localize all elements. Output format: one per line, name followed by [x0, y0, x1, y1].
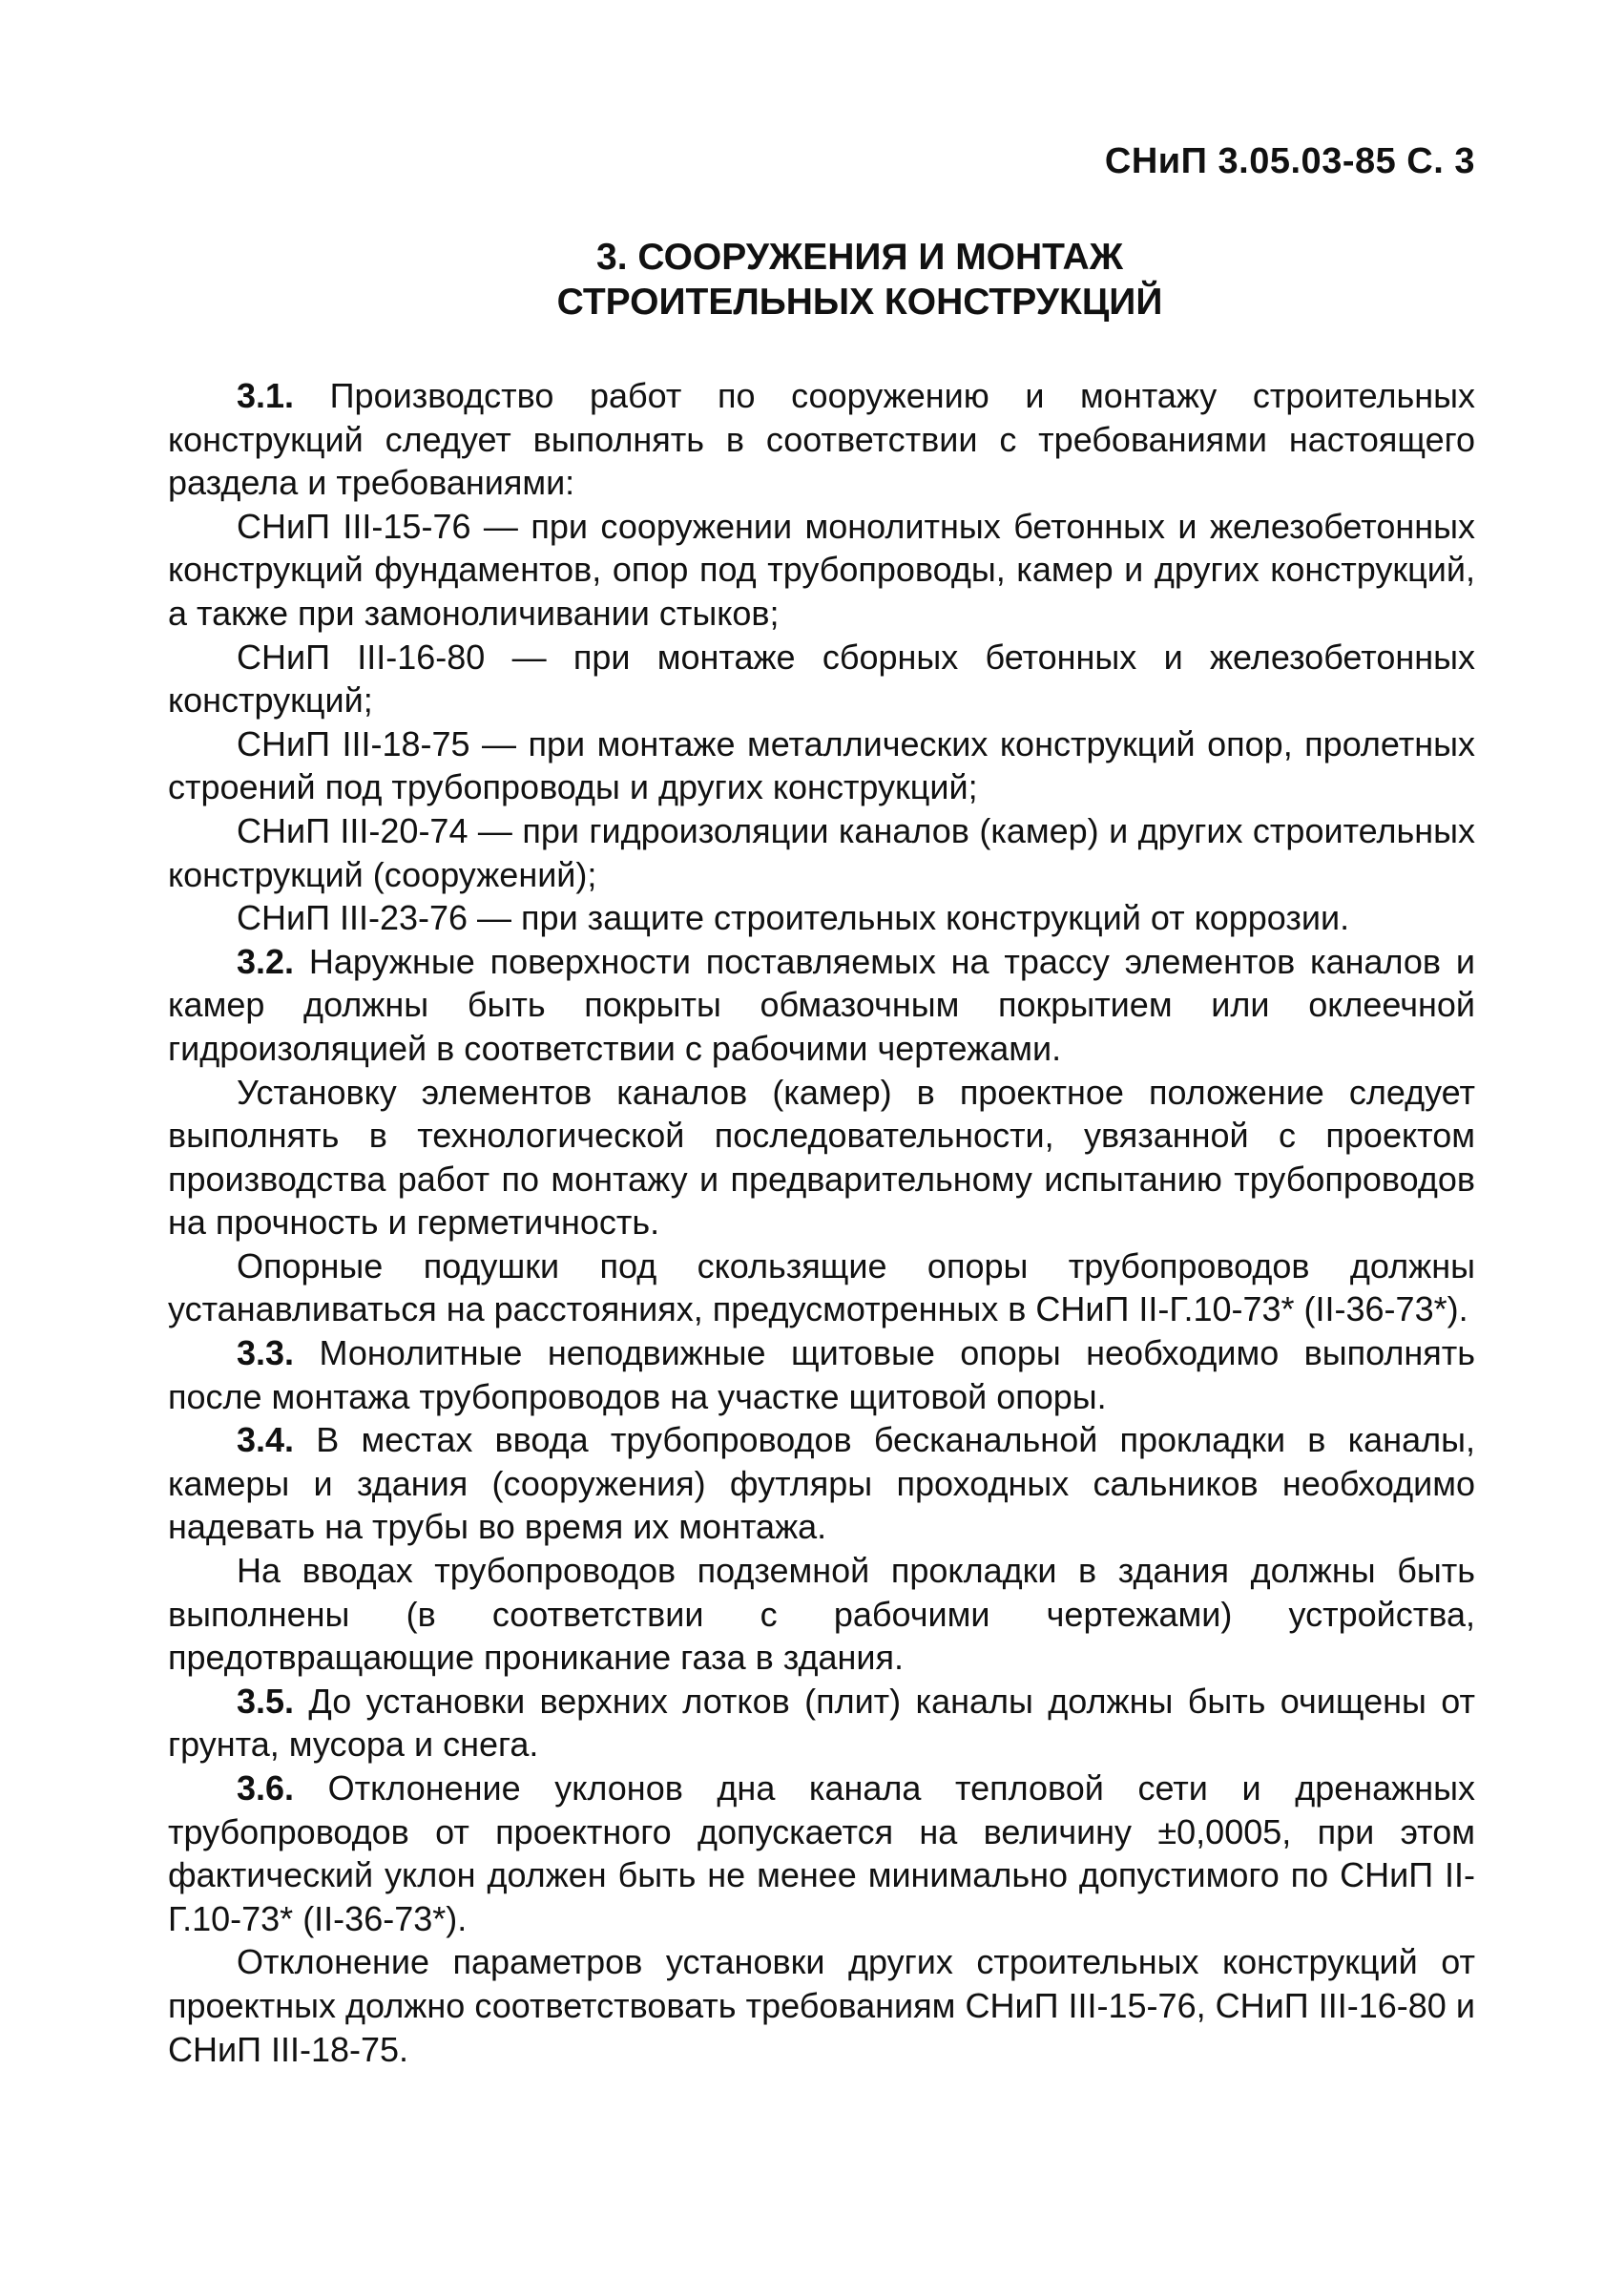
paragraph-3-1: [168, 374, 1475, 505]
paragraph-text: СНиП III-18-75 — при монтаже металлических конструкций опор, пролетных строений под трубопроводы и других конструкций;: [168, 723, 1475, 807]
paragraph-installation: [168, 1071, 1475, 1244]
paragraph-text: СНиП III-20-74 — при гидроизоляции каналов (камер) и других строительных конструкций (сооружений);: [168, 810, 1475, 894]
paragraph-text: Опорные подушки под скользящие опоры трубопроводов должны устанавливаться на расстояниях, предусмотренных в СНиП II-Г.10-73* (II-36-73*).: [168, 1245, 1475, 1329]
paragraph-inlets: [168, 1549, 1475, 1680]
clause-number: 3.4.: [237, 1420, 295, 1460]
section-title: [244, 235, 1475, 324]
paragraph-3-3: [168, 1331, 1475, 1418]
section-title-line-2: СТРОИТЕЛЬНЫХ КОНСТРУКЦИЙ: [556, 282, 1163, 323]
paragraph-3-4: [168, 1418, 1475, 1549]
paragraph-support-pads: [168, 1244, 1475, 1331]
paragraph-text: Отклонение параметров установки других строительных конструкций от проектных должно соответствовать требованиям СНиП III-15-76, СНиП III-16-80 и СНиП III-18-75.: [168, 1942, 1475, 2069]
paragraph-snip-15-76: [168, 505, 1475, 636]
paragraph-text: На вводах трубопроводов подземной прокладки в здания должны быть выполнены (в соответствии с рабочими чертежами) устройства, предотвращающие проникание газа в здания.: [168, 1551, 1475, 1678]
paragraph-text: Производство работ по сооружению и монтажу строительных конструкций следует выполнять в соответствии с требованиями настоящего раздела и требованиями:: [168, 376, 1475, 503]
paragraph-text: СНиП III-16-80 — при монтаже сборных бетонных и железобетонных конструкций;: [168, 637, 1475, 721]
clause-number: 3.3.: [237, 1333, 295, 1373]
paragraph-text: До установки верхних лотков (плит) каналы должны быть очищены от грунта, мусора и снега.: [168, 1681, 1475, 1765]
paragraph-snip-23-76: [168, 896, 1475, 940]
paragraph-text: СНиП III-15-76 — при сооружении монолитных бетонных и железобетонных конструкций фундаментов, опор под трубопроводы, камер и других конструкций, а также при замоноличивании стыков;: [168, 506, 1475, 633]
paragraph-3-6: [168, 1767, 1475, 1940]
paragraph-text: Наружные поверхности поставляемых на трассу элементов каналов и камер должны быть покрыты обмазочным покрытием или оклеечной гидроизоляцией в соответствии с рабочими чертежами.: [168, 941, 1475, 1068]
paragraph-text: Установку элементов каналов (камер) в проектное положение следует выполнять в технологической последовательности, увязанной с проектом производства работ по монтажу и предварительному испытанию трубопроводов на прочность и герметичность.: [168, 1072, 1475, 1243]
paragraph-snip-18-75: [168, 722, 1475, 809]
paragraph-text: В местах ввода трубопроводов бесканальной прокладки в каналы, камеры и здания (сооружения) футляры проходных сальников необходимо надевать на трубы во время их монтажа.: [168, 1420, 1475, 1547]
paragraph-3-2: [168, 940, 1475, 1071]
paragraph-text: Монолитные неподвижные щитовые опоры необходимо выполнять после монтажа трубопроводов на участке щитовой опоры.: [168, 1333, 1475, 1416]
clause-number: 3.5.: [237, 1681, 295, 1721]
clause-number: 3.6.: [237, 1768, 295, 1808]
paragraph-deviation: [168, 1940, 1475, 2071]
clause-number: 3.2.: [237, 941, 295, 981]
running-header: СНиП 3.05.03-85 С. 3: [1104, 141, 1475, 181]
paragraph-text: Отклонение уклонов дна канала тепловой сети и дренажных трубопроводов от проектного допускается на величину ±0,0005, при этом фактический уклон должен быть не менее минимально допустимого по СНиП II-Г.10-73* (II-36-73*).: [168, 1768, 1475, 1938]
paragraph-snip-16-80: [168, 636, 1475, 722]
document-page: [168, 143, 1475, 2071]
clause-number: 3.1.: [237, 376, 295, 415]
paragraph-3-5: [168, 1680, 1475, 1767]
body-text: [168, 374, 1475, 2071]
paragraph-snip-20-74: [168, 809, 1475, 896]
paragraph-text: СНиП III-23-76 — при защите строительных конструкций от коррозии.: [237, 898, 1350, 938]
section-title-line-1: 3. СООРУЖЕНИЯ И МОНТАЖ: [596, 237, 1123, 278]
